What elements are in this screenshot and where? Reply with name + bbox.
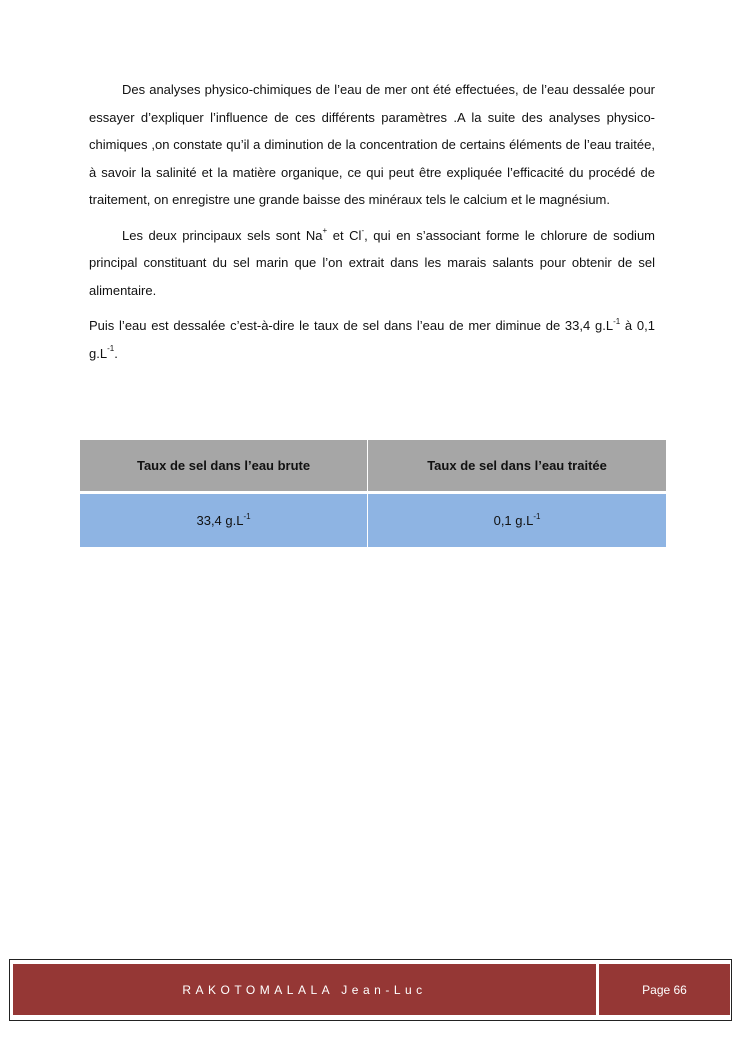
cell-value: 33,4 g.L — [196, 513, 244, 528]
text-segment: à 0,1 g.L — [89, 318, 655, 361]
text-segment: . — [114, 345, 118, 361]
document-body — [89, 76, 655, 375]
cell-exponent: -1 — [533, 511, 541, 521]
paragraph-analyses: Des analyses physico-chimiques de l’eau de mer ont été effectuées, de l’eau dessalée pour essayer d’expliquer l’influence de ces différents paramètres .A la suite des analyses physico-chimiques ,on constate qu’il a diminution de la concentration de certains éléments de l’eau traitée, à savoir la salinité et la matière organique, ce qui peut être expliquée l’efficacité du procédé de traitement, on enregistre une grande baisse des minéraux tels le calcium et le magnésium. — [89, 82, 655, 207]
text-segment: , qui en s’associant forme le chlorure de sodium principal constituant du sel marin que l’on extrait dans les marais salants pour obtenir de sel alimentaire. — [89, 227, 655, 298]
page-number: Page 66 — [599, 964, 730, 1015]
header-eau-brute: Taux de sel dans l’eau brute — [80, 440, 368, 493]
cell-value: 0,1 g.L — [493, 513, 534, 528]
salt-table — [80, 440, 666, 547]
table-header-row — [80, 440, 666, 493]
text-segment: et Cl — [327, 227, 362, 243]
paragraph-sels — [89, 222, 655, 305]
superscript-plus: + — [322, 226, 328, 236]
text-segment: Les deux principaux sels sont Na — [122, 227, 323, 243]
header-eau-traitee: Taux de sel dans l’eau traitée — [368, 440, 666, 493]
text-segment: Puis l’eau est dessalée c’est-à-dire le taux de sel dans l’eau de mer diminue de 33,4 g.L — [89, 318, 614, 333]
superscript-exp: -1 — [613, 316, 621, 326]
cell-eau-traitee — [368, 493, 666, 548]
superscript-exp: -1 — [107, 344, 115, 354]
cell-eau-brute — [80, 493, 368, 548]
footer-author: RAKOTOMALALA Jean-Luc — [13, 964, 596, 1015]
table-row — [80, 493, 666, 548]
cell-exponent: -1 — [243, 511, 251, 521]
paragraph-dessalee — [89, 312, 655, 367]
superscript-minus: - — [361, 226, 365, 236]
